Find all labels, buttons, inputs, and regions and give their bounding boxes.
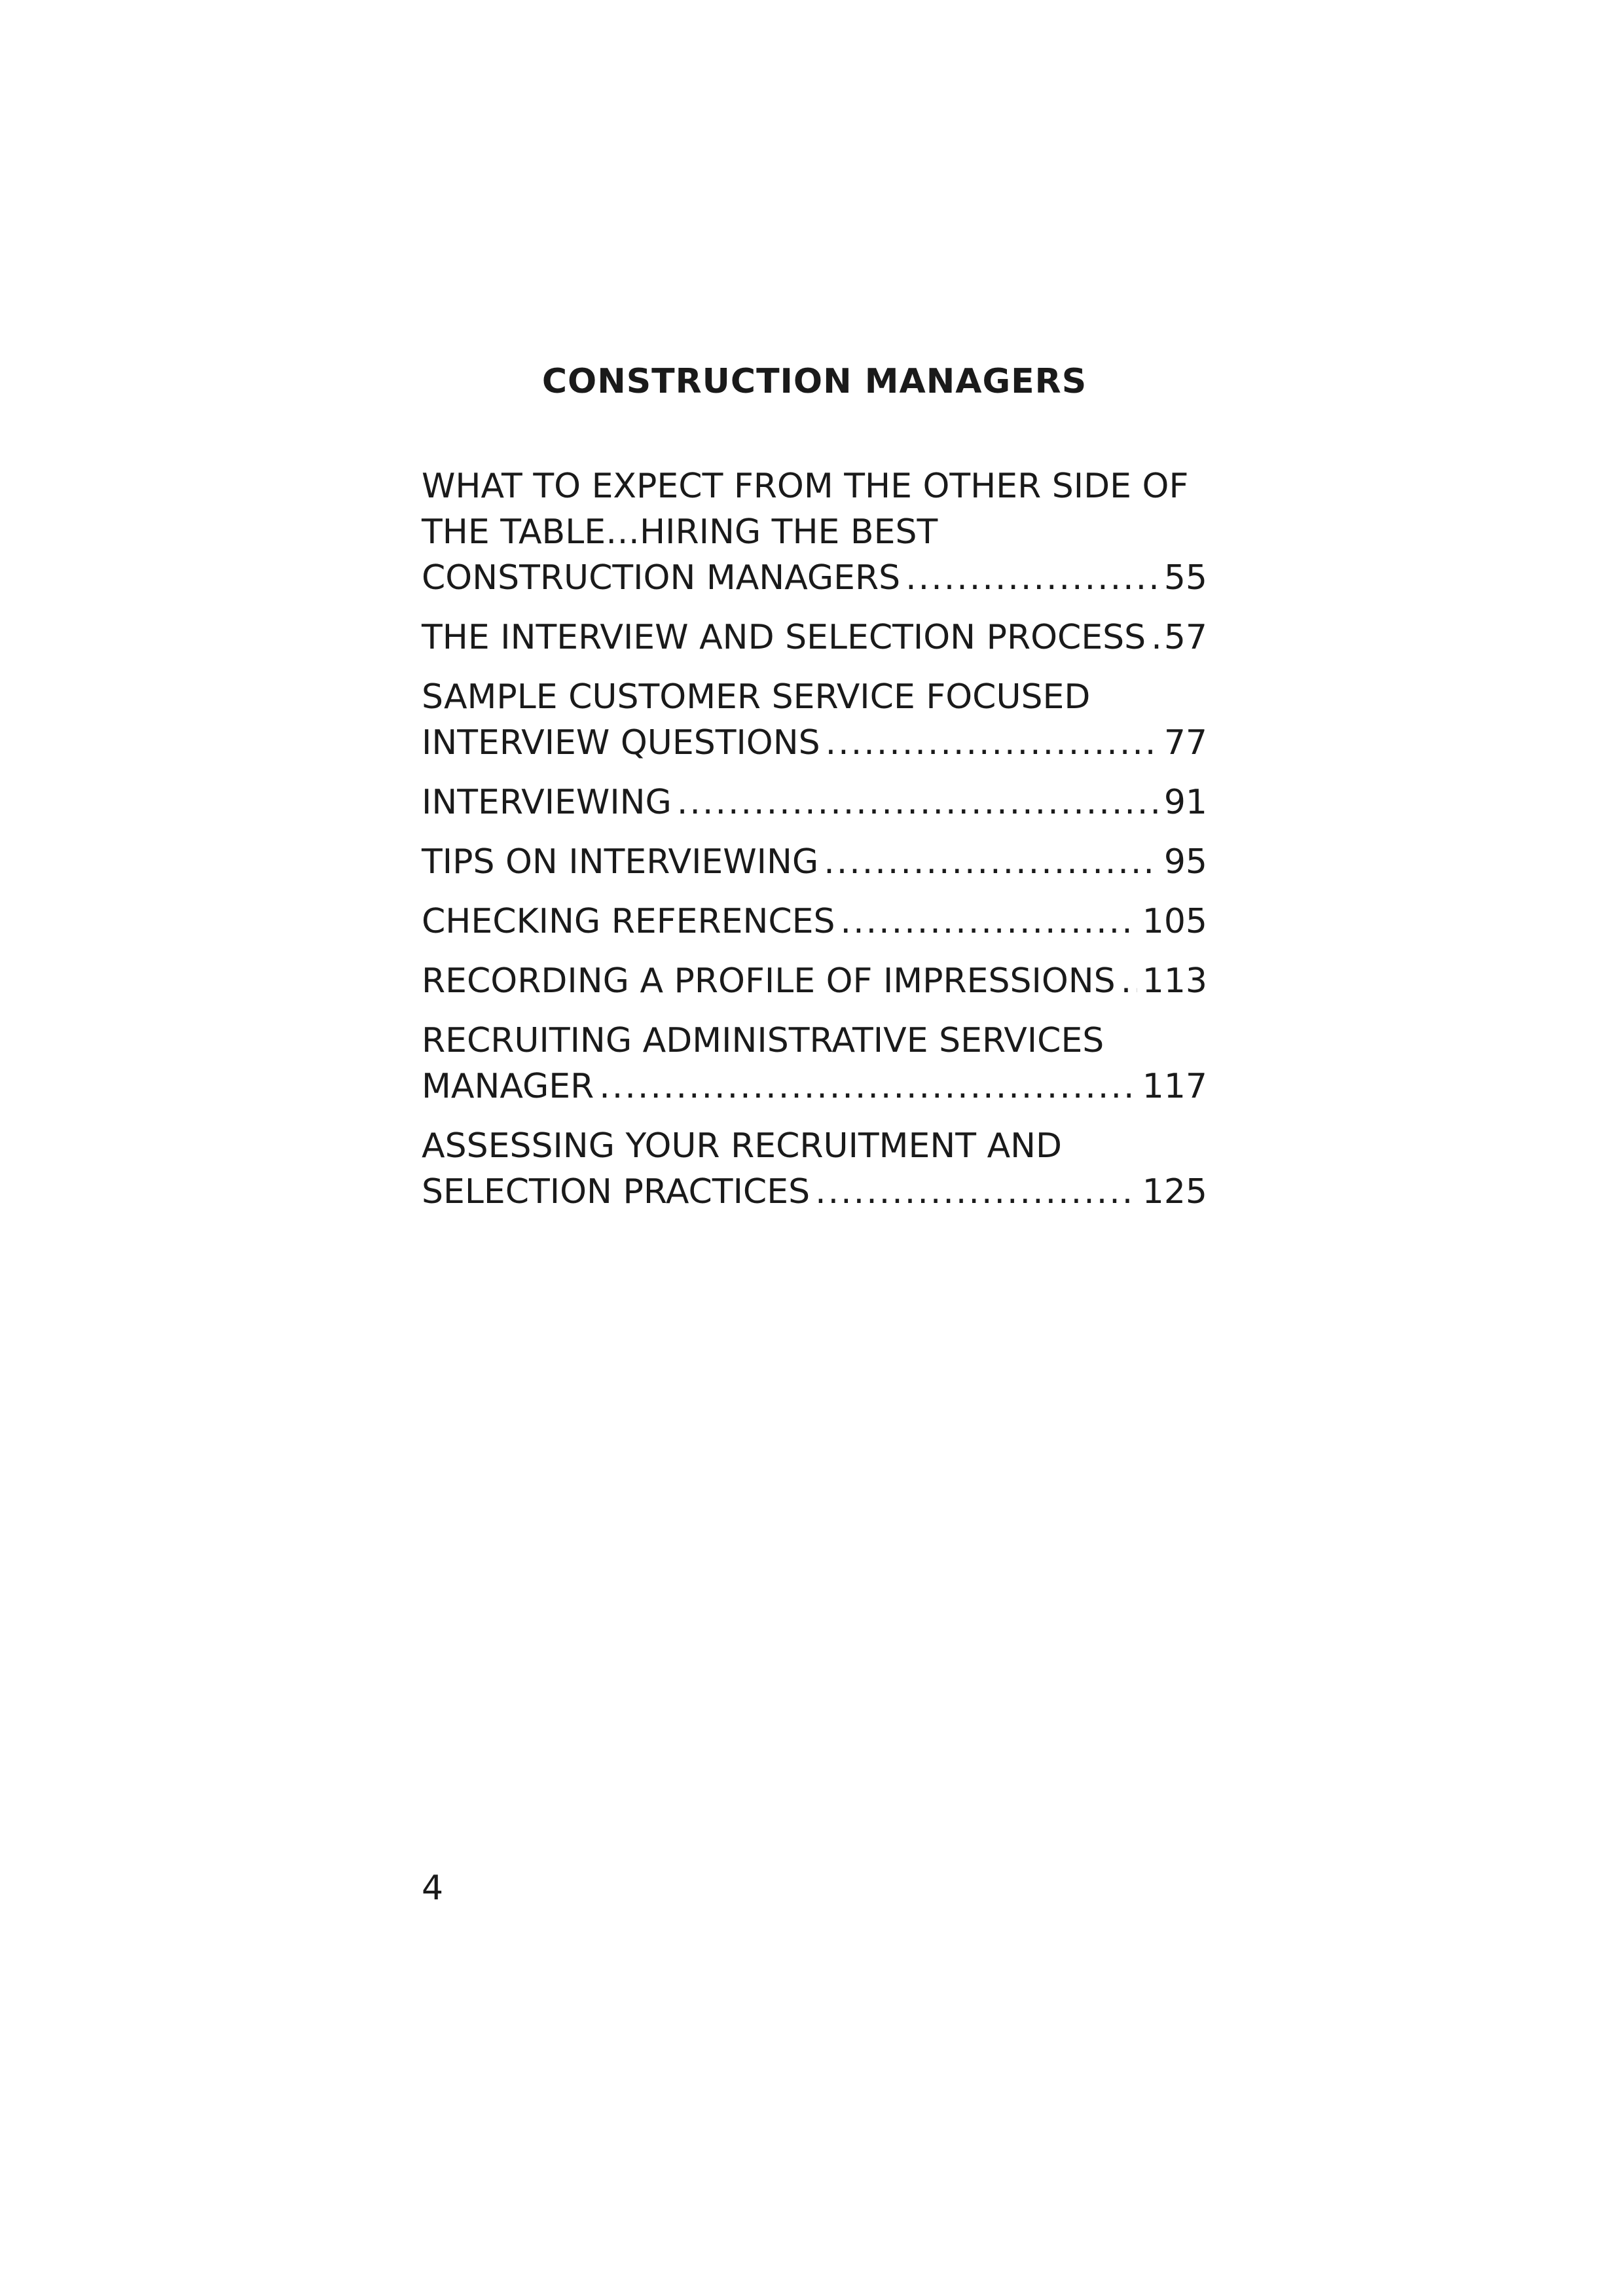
dot-leader <box>905 555 1159 601</box>
toc-entry-title-line: CONSTRUCTION MANAGERS <box>422 558 901 598</box>
toc-entry-title-line: THE INTERVIEW AND SELECTION PROCESS <box>422 618 1146 657</box>
dot-leader <box>815 1169 1137 1215</box>
toc-entry[interactable] <box>422 958 1207 1004</box>
toc-entry-page-number: 77 <box>1163 723 1207 762</box>
dot-leader <box>599 1064 1137 1109</box>
toc-entry-title-line: RECRUITING ADMINISTRATIVE SERVICES <box>422 1021 1104 1060</box>
toc-entry-page-number: 113 <box>1142 961 1207 1001</box>
toc-entry[interactable] <box>422 1018 1207 1109</box>
table-of-contents <box>422 463 1207 1229</box>
dot-leader <box>1151 615 1159 660</box>
toc-entry-title-line: INTERVIEW QUESTIONS <box>422 723 820 762</box>
toc-entry-page-number: 57 <box>1163 618 1207 657</box>
toc-entry[interactable] <box>422 899 1207 944</box>
page-number: 4 <box>422 1869 444 1908</box>
toc-entry-page-number: 95 <box>1163 842 1207 882</box>
toc-entry-page-number: 117 <box>1142 1067 1207 1106</box>
dot-leader <box>841 899 1137 944</box>
toc-entry-title-line: MANAGER <box>422 1067 594 1106</box>
toc-entry-title-line: RECORDING A PROFILE OF IMPRESSIONS <box>422 961 1116 1001</box>
toc-entry-title-line: THE TABLE…HIRING THE BEST <box>422 512 938 552</box>
toc-entry-page-number: 91 <box>1163 783 1207 822</box>
toc-entry-page-number: 125 <box>1142 1172 1207 1211</box>
toc-entry-title-line: SELECTION PRACTICES <box>422 1172 811 1211</box>
toc-entry-title-line: WHAT TO EXPECT FROM THE OTHER SIDE OF <box>422 467 1189 506</box>
toc-entry[interactable] <box>422 839 1207 885</box>
toc-entry[interactable] <box>422 615 1207 660</box>
toc-entry-title-line: SAMPLE CUSTOMER SERVICE FOCUSED <box>422 677 1091 717</box>
toc-entry-page-number: 105 <box>1142 902 1207 941</box>
dot-leader <box>826 720 1159 766</box>
toc-entry-page-number: 55 <box>1163 558 1207 598</box>
dot-leader <box>677 780 1159 825</box>
toc-entry-title-line: ASSESSING YOUR RECRUITMENT AND <box>422 1126 1063 1166</box>
dot-leader <box>824 839 1159 885</box>
dot-leader <box>1121 958 1137 1004</box>
toc-entry[interactable] <box>422 1123 1207 1215</box>
toc-entry[interactable] <box>422 780 1207 825</box>
toc-entry-title-line: TIPS ON INTERVIEWING <box>422 842 819 882</box>
toc-entry-title-line: INTERVIEWING <box>422 783 672 822</box>
toc-entry[interactable] <box>422 674 1207 766</box>
toc-entry-title-line: CHECKING REFERENCES <box>422 902 835 941</box>
section-heading: CONSTRUCTION MANAGERS <box>541 362 1087 401</box>
toc-entry[interactable] <box>422 463 1207 601</box>
